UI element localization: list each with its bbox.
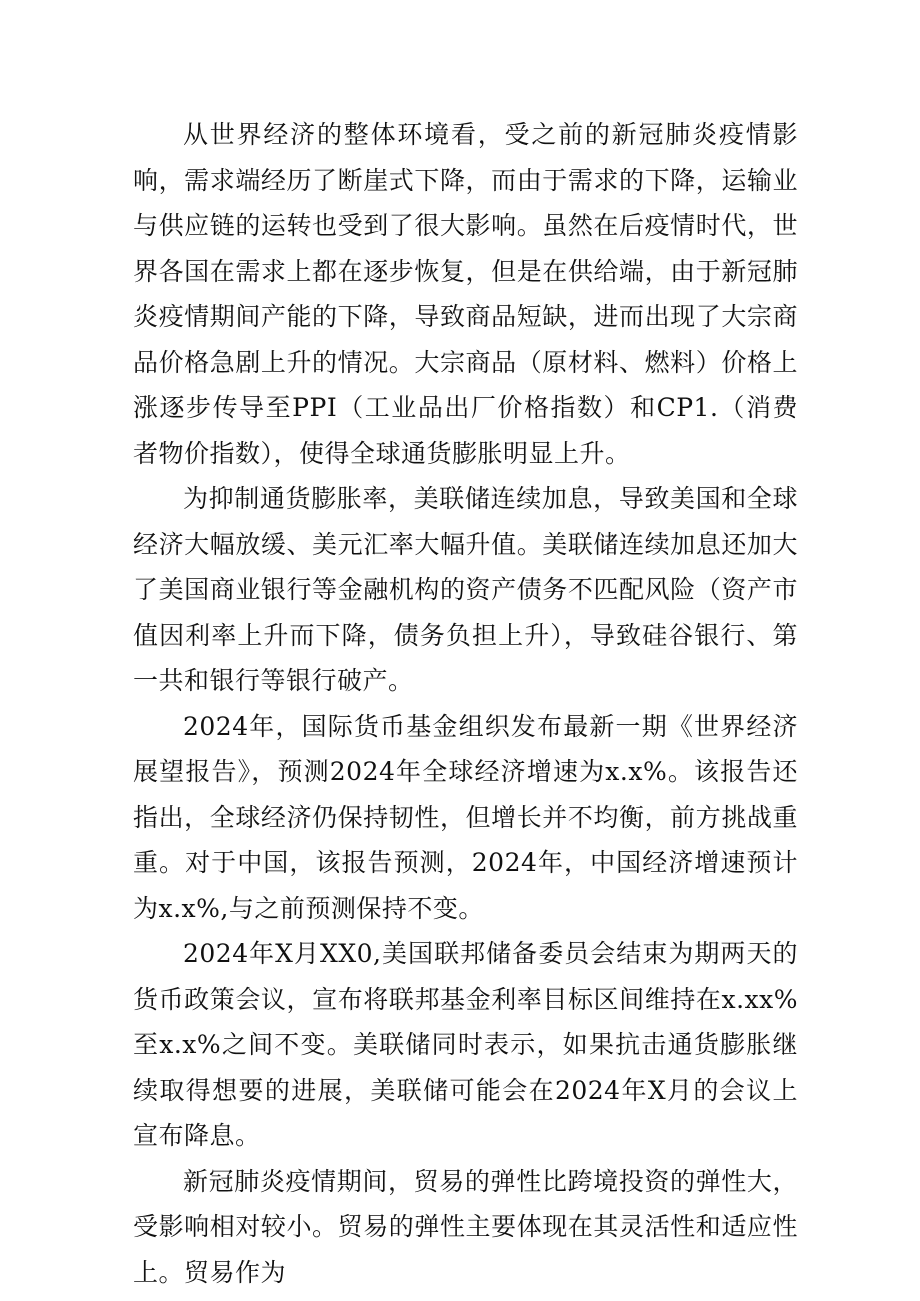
paragraph-imf-outlook: 2024年，国际货币基金组织发布最新一期《世界经济展望报告》，预测2024年全球经济增速为x.x%。该报告还指出，全球经济仍保持韧性，但增长并不均衡，前方挑战重重。对于中国，该报告预测，2024年，中国经济增速预计为x.x%,与之前预测保持不变。 (133, 711, 798, 923)
body-text (133, 112, 798, 1295)
paragraph-fomc-meeting: 2024年X月XX0,美国联邦储备委员会结束为期两天的货币政策会议，宣布将联邦基金利率目标区间维持在x.xx%至x.x%之间不变。美联储同时表示，如果抗击通货膨胀继续取得想要的进展，美联储可能会在2024年X月的会议上宣布降息。 (133, 939, 798, 1150)
paragraph-covid-demand-supply: 从世界经济的整体环境看，受之前的新冠肺炎疫情影响，需求端经历了断崖式下降，而由于需求的下降，运输业与供应链的运转也受到了很大影响。虽然在后疫情时代，世界各国在需求上都在逐步恢复，但是在供给端，由于新冠肺炎疫情期间产能的下降，导致商品短缺，进而出现了大宗商品价格急剧上升的情况。大宗商品（原材料、燃料）价格上涨逐步传导至PPI（工业品出厂价格指数）和CP1.（消费者物价指数），使得全球通货膨胀明显上升。 (133, 120, 798, 468)
paragraph-fed-rate-hikes: 为抑制通货膨胀率，美联储连续加息，导致美国和全球经济大幅放缓、美元汇率大幅升值。美联储连续加息还加大了美国商业银行等金融机构的资产债务不匹配风险（资产市值因利率上升而下降，债务负担上升），导致硅谷银行、第一共和银行等银行破产。 (133, 484, 798, 695)
paragraph-trade-resilience: 新冠肺炎疫情期间，贸易的弹性比跨境投资的弹性大，受影响相对较小。贸易的弹性主要体现在其灵活性和适应性上。贸易作为 (133, 1166, 798, 1287)
